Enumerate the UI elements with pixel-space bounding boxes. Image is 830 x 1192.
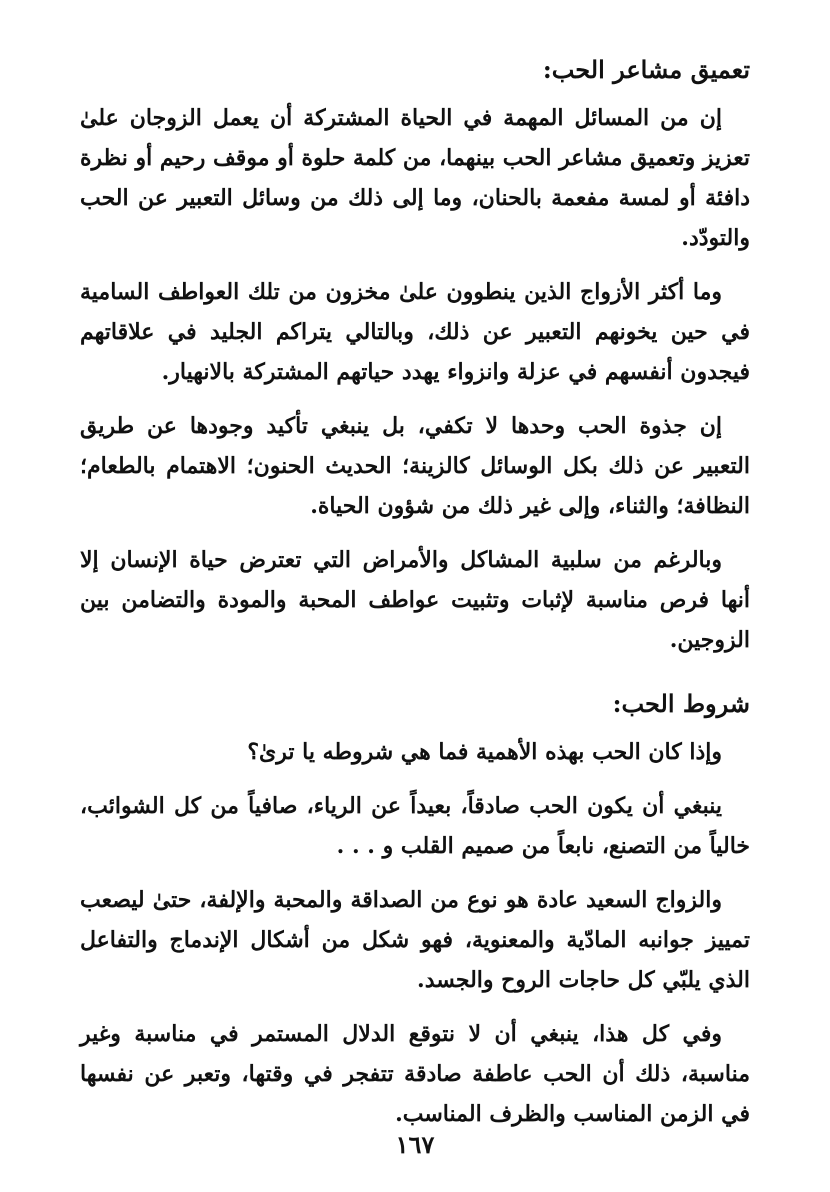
section-heading-love-conditions: شروط الحب:: [612, 689, 750, 718]
paragraph: إن جذوة الحب وحدها لا تكفي، بل ينبغي تأكيد وجودها عن طريق التعبير عن ذلك بكل الوسائل كالزينة؛ الحديث الحنون؛ الاهتمام بالطعام؛ النظافة؛ والثناء، وإلى غير ذلك من شؤون الحياة.: [80, 413, 750, 519]
section-heading-deepening-love: تعميق مشاعر الحب:: [542, 55, 750, 84]
paragraph: إن من المسائل المهمة في الحياة المشتركة أن يعمل الزوجان علىٰ تعزيز وتعميق مشاعر الحب بينهما، من كلمة حلوة أو موقف رحيم أو نظرة دافئة أو لمسة مفعمة بالحنان، وما إلى ذلك من وسائل التعبير عن الحب والتودّد.: [79, 105, 750, 251]
section-gap: [80, 674, 750, 684]
page-number: ١٦٧: [395, 1130, 435, 1159]
paragraph: ينبغي أن يكون الحب صادقاً، بعيداً عن الرياء، صافياً من كل الشوائب، خالياً من التصنع، نابعاً من صميم القلب و . . .: [80, 793, 750, 859]
paragraph: وفي كل هذا، ينبغي أن لا نتوقع الدلال المستمر في مناسبة وغير مناسبة، ذلك أن الحب عاطفة صادقة تتفجر في وقتها، وتعبر عن نفسها في الزمن المناسب والظرف المناسب.: [80, 1021, 750, 1127]
paragraph: وما أكثر الأزواج الذين ينطوون علىٰ مخزون من تلك العواطف السامية في حين يخونهم التعبير عن ذلك، وبالتالي يتراكم الجليد في علاقاتهم فيجدون أنفسهم في عزلة وانزواء يهدد حياتهم المشتركة بالانهيار.: [80, 279, 750, 385]
paragraph: والزواج السعيد عادة هو نوع من الصداقة والمحبة والإلفة، حتىٰ ليصعب تمييز جوانبه المادّية والمعنوية، فهو شكل من أشكال الإندماج والتفاعل الذي يلبّي كل حاجات الروح والجسد.: [80, 887, 750, 993]
paragraph: وإذا كان الحب بهذه الأهمية فما هي شروطه يا ترىٰ؟: [247, 739, 722, 765]
paragraph: وبالرغم من سلبية المشاكل والأمراض التي تعترض حياة الإنسان إلا أنها فرص مناسبة لإثبات وتثبيت عواطف المحبة والمودة والتضامن بين الزوجين.: [80, 547, 750, 653]
